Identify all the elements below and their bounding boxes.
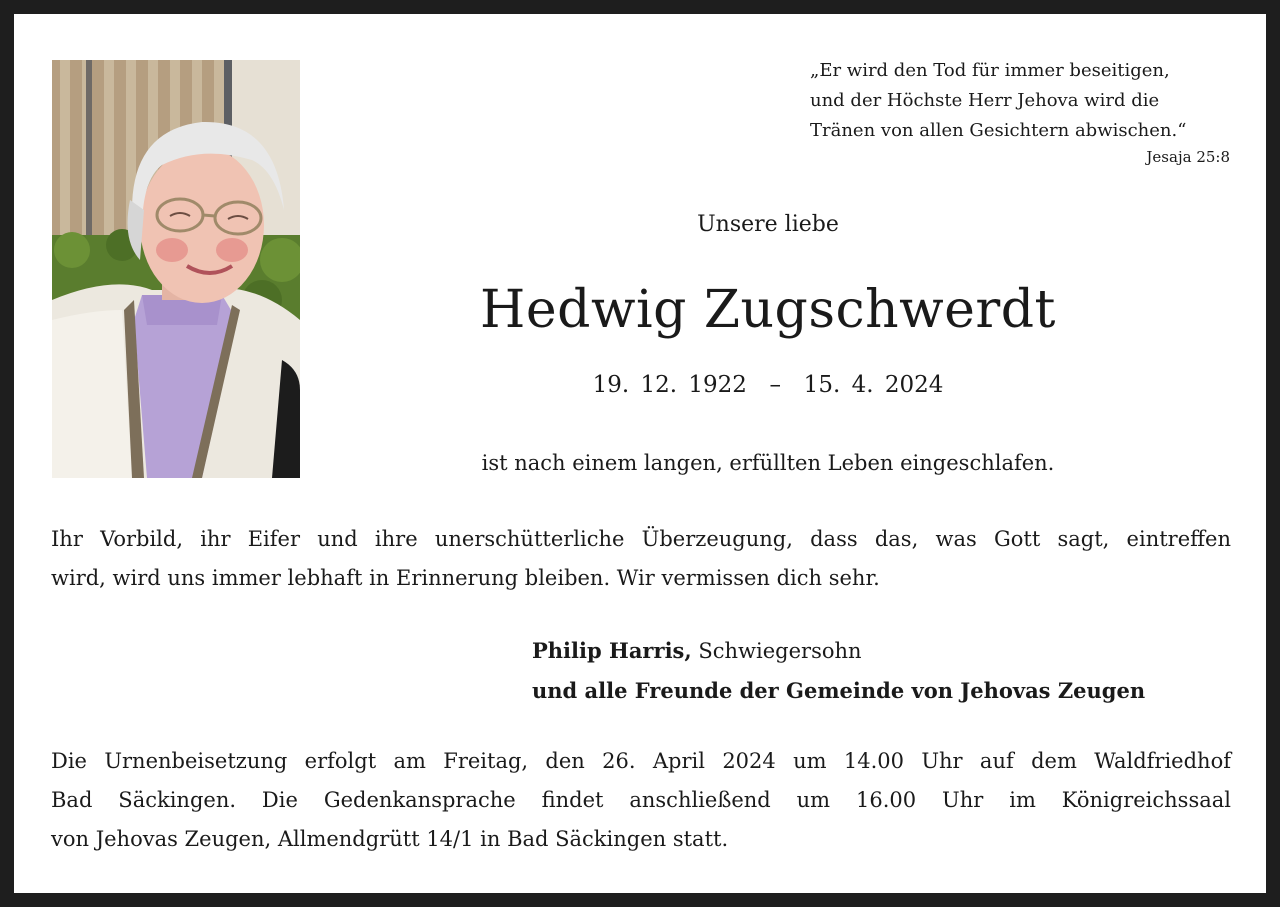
verse-line: Tränen von allen Gesichtern abwischen.“ [810, 120, 1187, 141]
funeral-line: Die Urnenbeisetzung erfolgt am Freitag, den 26. April 2024 um 14.00 Uhr auf dem Waldfriedhof [51, 749, 1231, 773]
verse-reference: Jesaja 25:8 [1146, 148, 1230, 166]
tribute-line: wird, wird uns immer lebhaft in Erinnerung bleiben. Wir vermissen dich sehr. [51, 566, 880, 590]
passing-statement: ist nach einem langen, erfüllten Leben eingeschlafen. [481, 451, 1055, 475]
signer-relation: Schwiegersohn [698, 639, 862, 663]
tribute-line: Ihr Vorbild, ihr Eifer und ihre unerschütterliche Überzeugung, dass das, was Gott sagt, eintreffen [51, 527, 1231, 551]
signature-block [532, 631, 1232, 711]
life-dates: 19. 12. 1922 – 15. 4. 2024 [592, 372, 944, 398]
bible-verse [810, 56, 1230, 168]
funeral-line: von Jehovas Zeugen, Allmendgrütt 14/1 in Bad Säckingen statt. [51, 827, 729, 851]
obituary-card [14, 14, 1266, 893]
intro-text: Unsere liebe [697, 212, 839, 237]
portrait-photo [52, 60, 300, 478]
funeral-notice [51, 742, 1231, 859]
funeral-line: Bad Säckingen. Die Gedenkansprache findet anschließend um 16.00 Uhr im Königreichssaal [51, 788, 1231, 812]
signer-group: und alle Freunde der Gemeinde von Jehovas Zeugen [532, 678, 1146, 703]
verse-line: und der Höchste Herr Jehova wird die [810, 90, 1160, 111]
verse-line: „Er wird den Tod für immer beseitigen, [810, 60, 1170, 81]
deceased-name: Hedwig Zugschwerdt [480, 280, 1056, 340]
signer-name: Philip Harris, [532, 638, 692, 663]
tribute-paragraph [51, 520, 1231, 598]
